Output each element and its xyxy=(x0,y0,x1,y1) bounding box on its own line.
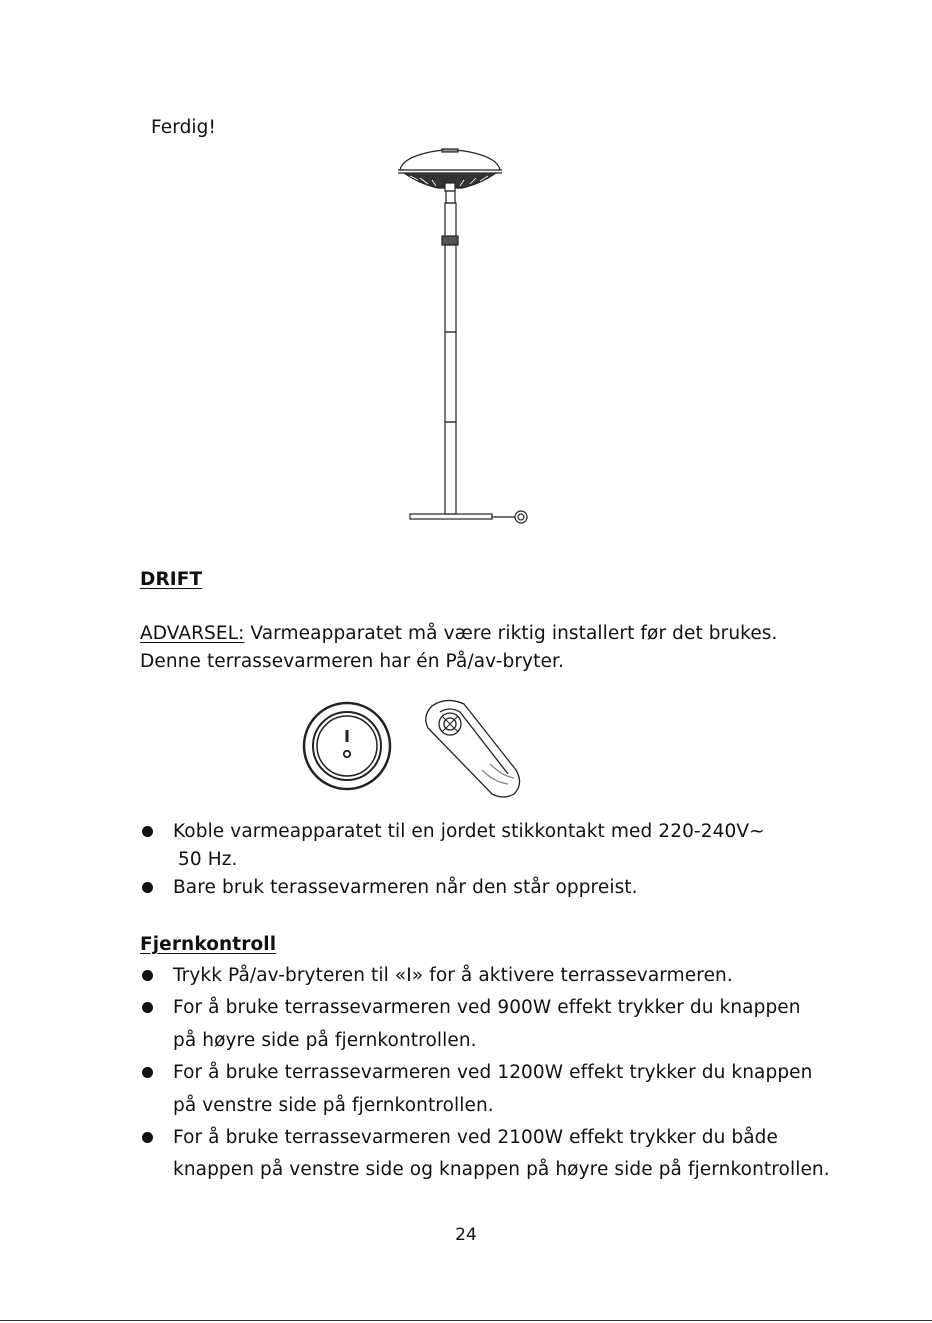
remote-bullet-2-line-2: på høyre side på fjernkontrollen. xyxy=(173,1030,477,1051)
power-switch-icon xyxy=(303,702,391,790)
remote-bullet-1-line-1: Trykk På/av-bryteren til «I» for å aktivere terrassevarmeren. xyxy=(173,965,733,986)
bullet-marker xyxy=(142,826,153,837)
remote-bullet-4-line-1: For å bruke terrassevarmeren ved 2100W effekt trykker du både xyxy=(173,1127,779,1148)
bullet-marker xyxy=(142,1132,153,1143)
operation-bullet-2-line-1: Bare bruk terassevarmeren når den står oppreist. xyxy=(173,877,638,898)
operation-heading: DRIFT xyxy=(140,569,203,590)
bullet-marker xyxy=(142,1002,153,1013)
remote-bullet-3-line-2: på venstre side på fjernkontrollen. xyxy=(173,1095,494,1116)
page-bottom-rule xyxy=(0,1320,932,1321)
remote-bullet-4-line-2: knappen på venstre side og knappen på høyre side på fjernkontrollen. xyxy=(173,1159,830,1180)
remote-heading: Fjernkontroll xyxy=(140,934,277,955)
page-number: 24 xyxy=(455,1225,477,1245)
operation-bullet-1-line-2: 50 Hz. xyxy=(178,849,238,870)
remote-control-icon xyxy=(420,698,530,800)
remote-bullet-3-line-1: For å bruke terrassevarmeren ved 1200W effekt trykker du knappen xyxy=(173,1062,813,1083)
warning-label: ADVARSEL: xyxy=(140,623,245,644)
bullet-marker xyxy=(142,1067,153,1078)
operation-bullet-1-line-1: Koble varmeapparatet til en jordet stikkontakt med 220-240V~ xyxy=(173,821,765,842)
done-text: Ferdig! xyxy=(151,117,217,138)
warning-line xyxy=(140,623,778,645)
remote-bullet-2-line-1: For å bruke terrassevarmeren ved 900W effekt trykker du knappen xyxy=(173,997,801,1018)
bullet-marker xyxy=(142,970,153,981)
switch-description: Denne terrassevarmeren har én På/av-bryter. xyxy=(140,651,564,672)
warning-text: Varmeapparatet må være riktig installert før det brukes. xyxy=(250,623,778,644)
bullet-marker xyxy=(142,882,153,893)
patio-heater-illustration xyxy=(390,140,540,535)
